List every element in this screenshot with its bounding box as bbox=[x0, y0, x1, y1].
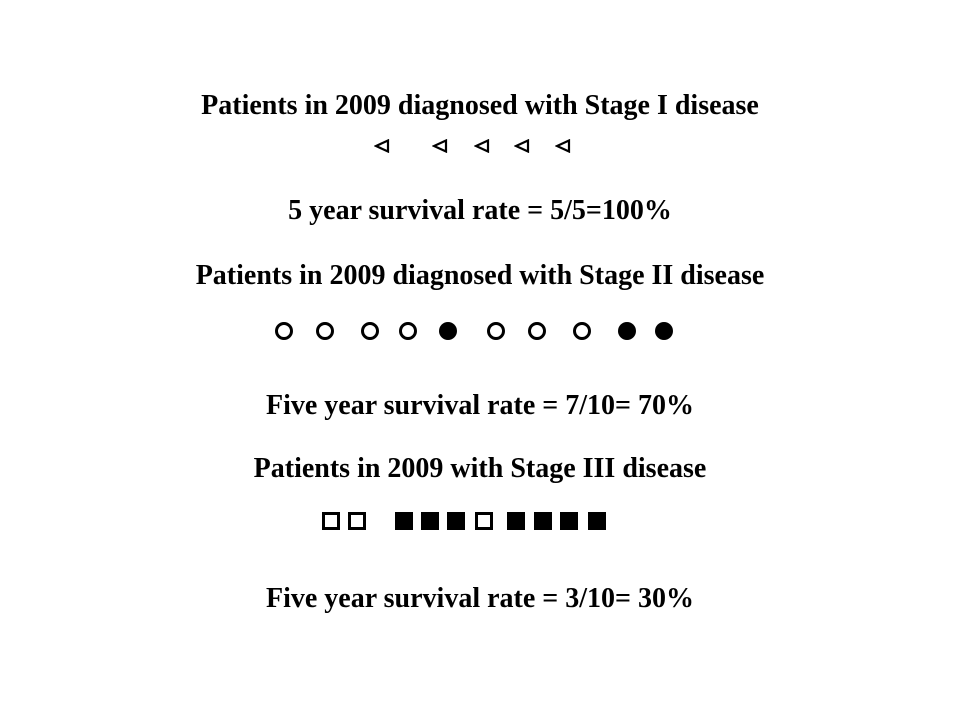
stage3-heading: Patients in 2009 with Stage III disease bbox=[253, 453, 707, 484]
stage2-marker-circle-3 bbox=[361, 322, 379, 340]
stage3-marker-square-10 bbox=[588, 512, 606, 530]
stage3-marker-square-6 bbox=[475, 512, 493, 530]
stage2-marker-circle-9 bbox=[618, 322, 636, 340]
stage3-survival-rate: Five year survival rate = 3/10= 30% bbox=[266, 583, 694, 614]
stage3-marker-square-1 bbox=[322, 512, 340, 530]
stage3-marker-square-2 bbox=[348, 512, 366, 530]
stage3-marker-square-9 bbox=[560, 512, 578, 530]
stage2-marker-circle-8 bbox=[573, 322, 591, 340]
stage2-marker-circle-10 bbox=[655, 322, 673, 340]
stage1-survival-rate: 5 year survival rate = 5/5=100% bbox=[288, 195, 672, 226]
stage1-heading: Patients in 2009 diagnosed with Stage I disease bbox=[201, 90, 759, 121]
stage2-marker-circle-1 bbox=[275, 322, 293, 340]
stage2-marker-circle-5 bbox=[439, 322, 457, 340]
stage3-marker-square-8 bbox=[534, 512, 552, 530]
stage3-marker-square-7 bbox=[507, 512, 525, 530]
stage3-marker-square-4 bbox=[421, 512, 439, 530]
stage2-survival-rate: Five year survival rate = 7/10= 70% bbox=[266, 390, 694, 421]
stage2-heading: Patients in 2009 diagnosed with Stage II disease bbox=[195, 260, 765, 291]
stage2-marker-circle-4 bbox=[399, 322, 417, 340]
stage2-marker-circle-6 bbox=[487, 322, 505, 340]
stage3-marker-square-5 bbox=[447, 512, 465, 530]
stage2-marker-circle-7 bbox=[528, 322, 546, 340]
stage2-marker-circle-2 bbox=[316, 322, 334, 340]
stage3-marker-square-3 bbox=[395, 512, 413, 530]
